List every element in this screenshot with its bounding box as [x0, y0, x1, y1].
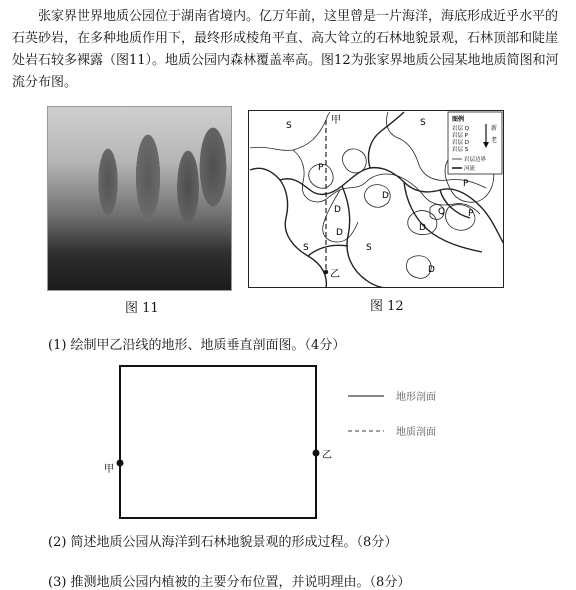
legend-old: 老 [491, 137, 498, 144]
stratum-label: D [419, 223, 426, 233]
map-label-yi: 乙 [330, 269, 340, 280]
legend-terrain: 地形剖面 [396, 392, 436, 403]
profile-drawing-area [100, 360, 460, 525]
stratum-label: D [382, 191, 389, 201]
stratum-label: P [468, 209, 474, 219]
question-3: (3) 推测地质公园内植被的主要分布位置，并说明理由。（8分） [48, 575, 411, 590]
intro-paragraph: 张家界世界地质公园位于湖南省境内。亿万年前，这里曾是一片海洋，海底形成近乎水平的石英砂岩，在多种地质作用下，最终形成棱角平直、高大耸立的石林地貌景观，石林顶部和陡崖处岩石较多裸露（图11）。地质公园内森林覆盖率高。图12为张家界地质公园某地地质简图和河流分布图。 [12, 9, 559, 90]
question-2: (2) 简述地质公园从海洋到石林地貌景观的形成过程。（8分） [48, 535, 398, 550]
legend-river: 河流 [464, 166, 476, 172]
stratum-label: S [420, 118, 426, 128]
legend-title: 图例 [452, 116, 465, 123]
profile-label-yi: 乙 [322, 450, 332, 461]
legend-boundary: 岩层边界 [464, 157, 487, 163]
stratum-label: P [318, 163, 324, 173]
figure-12-map [248, 110, 504, 288]
figure-12-caption: 图 12 [370, 299, 404, 314]
stratum-label: D [428, 265, 435, 275]
map-legend [448, 112, 502, 174]
legend-row-p: 岩层 P [452, 133, 469, 139]
legend-row-q: 岩层 Q [452, 126, 470, 132]
figure-11-photo [47, 106, 232, 291]
map-label-jia: 甲 [331, 115, 341, 126]
stratum-label: S [286, 121, 292, 131]
profile-point-yi [313, 450, 320, 457]
stratum-label: D [334, 205, 341, 215]
stratum-label: D [336, 228, 343, 238]
legend-row-d: 岩层 D [452, 140, 469, 146]
stratum-label: S [366, 243, 372, 253]
point-yi-marker [324, 270, 328, 274]
stratum-label: Q [438, 207, 446, 217]
profile-point-jia [117, 460, 124, 467]
profile-box [120, 366, 316, 518]
legend-new: 新 [491, 125, 498, 132]
question-1: (1) 绘制甲乙沿线的地形、地质垂直剖面图。（4分） [48, 338, 346, 353]
stratum-label: S [303, 243, 309, 253]
figure-11-caption: 图 11 [125, 301, 159, 316]
legend-geology: 地质剖面 [396, 427, 436, 438]
legend-row-s: 岩层 S [452, 147, 469, 153]
profile-label-jia: 甲 [104, 464, 114, 475]
stratum-label: P [463, 179, 469, 189]
